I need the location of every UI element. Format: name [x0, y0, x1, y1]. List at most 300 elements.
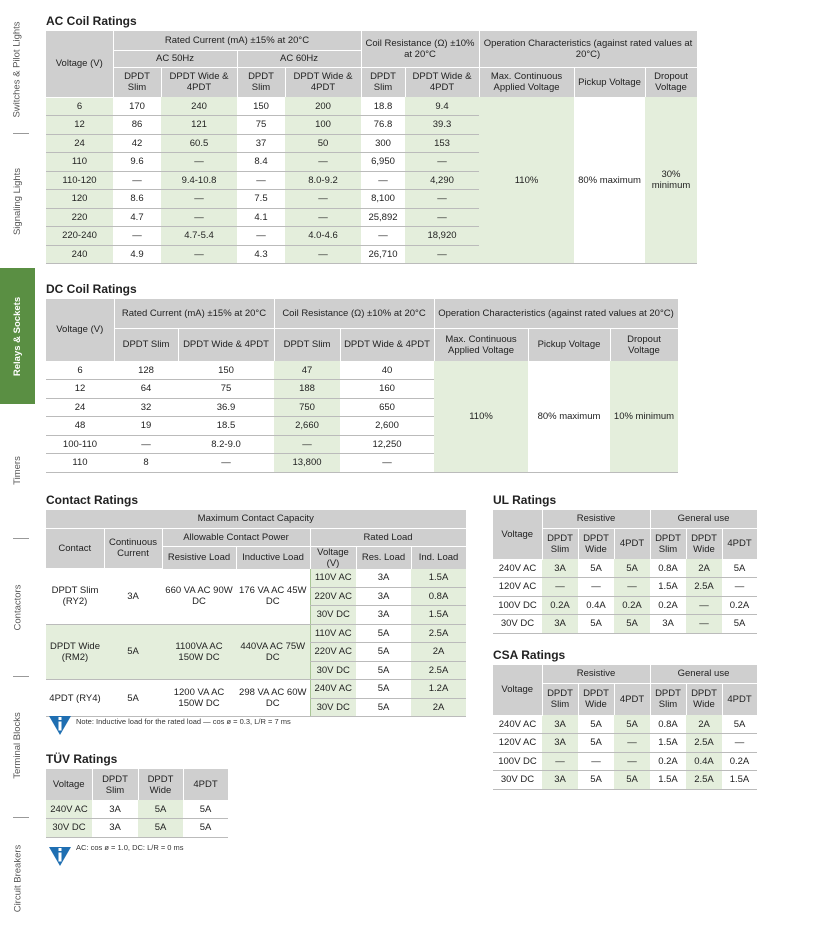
table-cell: 220V AC — [310, 587, 356, 606]
sidebar-item-relays[interactable] — [0, 268, 35, 404]
table-cell: 750 — [274, 398, 340, 417]
ul-resistive-header: Resistive — [542, 510, 650, 528]
table-cell: 5A — [183, 819, 228, 838]
table-cell: — — [614, 734, 650, 753]
col-header: Resistive Load — [162, 546, 236, 569]
table-cell: 2A — [686, 715, 722, 734]
table-cell: 240V AC — [46, 800, 92, 819]
op-max-cell: 110% — [434, 361, 528, 472]
table-cell: 5A — [356, 680, 411, 699]
table-cell: — — [361, 227, 405, 246]
table-cell: 153 — [405, 134, 479, 153]
col-header: Pickup Voltage — [574, 67, 645, 97]
col-header: 4PDT — [722, 683, 757, 715]
table-cell: — — [578, 752, 614, 771]
table-cell: 3A — [542, 615, 578, 634]
table-cell: 5A — [722, 615, 757, 634]
table-cell: — — [722, 578, 757, 597]
table-cell: 0.8A — [650, 559, 686, 578]
table-cell: 0.2A — [614, 596, 650, 615]
table-cell: 2,660 — [274, 417, 340, 436]
table-cell: 120 — [46, 190, 113, 209]
table-cell: 30V DC — [493, 771, 542, 790]
table-cell: 2,600 — [340, 417, 434, 436]
dc-coil-title: DC Coil Ratings — [46, 282, 137, 296]
table-cell: 300 — [361, 134, 405, 153]
contact-current-cell: 3A — [104, 569, 162, 625]
allow-power-header: Allowable Contact Power — [162, 528, 310, 546]
table-cell: 12 — [46, 380, 114, 399]
csa-ratings-title: CSA Ratings — [493, 648, 566, 662]
contact-name-cell: DPDT Slim (RY2) — [46, 569, 104, 625]
table-cell: 4.1 — [237, 208, 285, 227]
table-cell: — — [161, 190, 237, 209]
sidebar-item-signaling[interactable] — [0, 140, 35, 262]
table-cell: 3A — [356, 569, 411, 588]
rated-load-header: Rated Load — [310, 528, 466, 546]
col-header: DPDT Wide — [578, 683, 614, 715]
table-cell: — — [722, 734, 757, 753]
table-cell: 3A — [92, 819, 138, 838]
ac-op-header: Operation Characteristics (against rated values at 20°C) — [479, 31, 697, 67]
col-header: Pickup Voltage — [528, 328, 610, 361]
table-cell: 5A — [578, 771, 614, 790]
contact-header: Contact — [46, 528, 104, 569]
table-cell: 2.5A — [686, 734, 722, 753]
table-cell: 100 — [285, 116, 361, 135]
table-cell: 3A — [92, 800, 138, 819]
ac-50hz-header: AC 50Hz — [113, 50, 237, 67]
csa-general-header: General use — [650, 665, 757, 683]
dc-rated-current-header: Rated Current (mA) ±15% at 20°C — [114, 299, 274, 328]
table-cell: 47 — [274, 361, 340, 380]
table-cell: 48 — [46, 417, 114, 436]
info-icon — [48, 714, 72, 736]
table-cell: 240V AC — [310, 680, 356, 699]
col-header: 4PDT — [183, 769, 228, 800]
table-row — [493, 734, 757, 753]
table-cell: 2.5A — [411, 661, 466, 680]
table-cell: 9.6 — [113, 153, 161, 172]
col-header: DPDT Wide & 4PDT — [405, 67, 479, 97]
table-cell: 110V AC — [310, 569, 356, 588]
ac-rated-current-header: Rated Current (mA) ±15% at 20°C — [113, 31, 361, 50]
table-cell: 0.2A — [722, 752, 757, 771]
col-header: DPDT Slim — [361, 67, 405, 97]
table-cell: 6,950 — [361, 153, 405, 172]
table-cell: 0.2A — [542, 596, 578, 615]
table-row — [46, 361, 678, 380]
sidebar-item-label: Signaling Lights — [12, 167, 24, 235]
table-row — [46, 680, 466, 699]
table-cell: 8 — [114, 454, 178, 473]
table-cell: 121 — [161, 116, 237, 135]
table-cell: 8,100 — [361, 190, 405, 209]
table-cell: 0.8A — [650, 715, 686, 734]
table-cell: — — [542, 578, 578, 597]
table-cell: 75 — [178, 380, 274, 399]
ac-60hz-header: AC 60Hz — [237, 50, 361, 67]
contact-ratings-table — [46, 510, 467, 717]
table-cell: 150 — [237, 97, 285, 116]
table-cell: — — [686, 596, 722, 615]
col-header: DPDT Wide & 4PDT — [178, 328, 274, 361]
table-cell: — — [113, 227, 161, 246]
table-cell: 128 — [114, 361, 178, 380]
dc-voltage-header: Voltage (V) — [46, 299, 114, 361]
col-header: DPDT Wide & 4PDT — [340, 328, 434, 361]
sidebar-item-label: Circuit Breakers — [12, 844, 24, 912]
table-row — [46, 819, 228, 838]
col-header: Voltage (V) — [310, 546, 356, 569]
table-cell: — — [285, 208, 361, 227]
col-header: 4PDT — [722, 528, 757, 559]
max-capacity-header: Maximum Contact Capacity — [46, 510, 466, 528]
table-cell: 100V DC — [493, 752, 542, 771]
col-header: Max. Continuous Applied Voltage — [479, 67, 574, 97]
table-cell: 240V AC — [493, 559, 542, 578]
table-cell: 100-110 — [46, 435, 114, 454]
table-cell: 5A — [578, 615, 614, 634]
table-cell: 12 — [46, 116, 113, 135]
csa-voltage-header: Voltage — [493, 665, 542, 715]
col-header: Max. Continuous Applied Voltage — [434, 328, 528, 361]
table-cell: — — [285, 190, 361, 209]
table-cell: 3A — [542, 715, 578, 734]
table-cell: 8.2-9.0 — [178, 435, 274, 454]
table-cell: 42 — [113, 134, 161, 153]
sidebar-divider — [13, 538, 29, 539]
table-row — [493, 752, 757, 771]
table-cell: 30V DC — [493, 615, 542, 634]
col-header: DPDT Wide — [578, 528, 614, 559]
table-cell: — — [237, 227, 285, 246]
table-cell: 2.5A — [686, 578, 722, 597]
table-cell: 200 — [285, 97, 361, 116]
dc-coil-res-header: Coil Resistance (Ω) ±10% at 20°C — [274, 299, 434, 328]
table-cell: 220 — [46, 208, 113, 227]
csa-resistive-header: Resistive — [542, 665, 650, 683]
table-row — [493, 771, 757, 790]
dc-coil-table — [46, 299, 679, 473]
contact-note: Note: Inductive load for the rated load — cos ø = 0.3, L/R = 7 ms — [76, 717, 291, 726]
table-cell: 110 — [46, 153, 113, 172]
table-cell: 30V DC — [310, 698, 356, 717]
table-cell: 4.7 — [113, 208, 161, 227]
table-cell: — — [614, 752, 650, 771]
table-cell: 110V AC — [310, 624, 356, 643]
table-cell: 9.4 — [405, 97, 479, 116]
table-cell: 36.9 — [178, 398, 274, 417]
table-cell: 5A — [138, 800, 183, 819]
table-cell: 3A — [542, 771, 578, 790]
table-cell: 3A — [356, 606, 411, 625]
table-cell: 86 — [113, 116, 161, 135]
contact-current-cell: 5A — [104, 680, 162, 717]
sidebar-item-switches[interactable] — [0, 8, 35, 130]
table-cell: — — [405, 153, 479, 172]
col-header: DPDT Wide & 4PDT — [161, 67, 237, 97]
table-cell: — — [340, 454, 434, 473]
table-cell: — — [405, 208, 479, 227]
col-header: Ind. Load — [411, 546, 466, 569]
table-cell: — — [161, 245, 237, 264]
table-cell: 37 — [237, 134, 285, 153]
table-row — [46, 800, 228, 819]
col-header: DPDT Slim — [650, 528, 686, 559]
table-cell: 150 — [178, 361, 274, 380]
col-header: DPDT Slim — [650, 683, 686, 715]
col-header: DPDT Wide — [138, 769, 183, 800]
col-header: DPDT Slim — [274, 328, 340, 361]
table-cell: 1.5A — [650, 771, 686, 790]
table-cell: 40 — [340, 361, 434, 380]
cont-current-header: Continuous Current — [104, 528, 162, 569]
table-cell: 6 — [46, 97, 113, 116]
sidebar-item-label: Switches & Pilot Lights — [12, 20, 24, 118]
table-cell: 18.8 — [361, 97, 405, 116]
table-row — [493, 615, 757, 634]
col-header: 4PDT — [614, 528, 650, 559]
table-cell: 4.0-4.6 — [285, 227, 361, 246]
table-cell: 0.8A — [411, 587, 466, 606]
tuv-ratings-table — [46, 769, 229, 838]
table-cell: 19 — [114, 417, 178, 436]
col-header: Inductive Load — [236, 546, 310, 569]
table-cell: 60.5 — [161, 134, 237, 153]
ul-ratings-table — [493, 510, 758, 634]
table-cell: — — [285, 245, 361, 264]
table-cell: — — [114, 435, 178, 454]
table-cell: 220V AC — [310, 643, 356, 662]
col-header: Res. Load — [356, 546, 411, 569]
contact-name-cell: 4PDT (RY4) — [46, 680, 104, 717]
table-cell: 240V AC — [493, 715, 542, 734]
table-cell: — — [405, 245, 479, 264]
table-cell: — — [237, 171, 285, 190]
res-power-cell: 1100VA AC 150W DC — [162, 624, 236, 680]
col-header: DPDT Slim — [114, 328, 178, 361]
table-cell: 64 — [114, 380, 178, 399]
table-cell: 5A — [614, 615, 650, 634]
sidebar-divider — [13, 133, 29, 134]
table-row — [46, 569, 466, 588]
table-row — [46, 97, 697, 116]
table-cell: 3A — [356, 587, 411, 606]
table-cell: 1.2A — [411, 680, 466, 699]
op-pickup-cell: 80% maximum — [528, 361, 610, 472]
table-cell: 75 — [237, 116, 285, 135]
table-cell: — — [578, 578, 614, 597]
table-cell: 24 — [46, 134, 113, 153]
ul-ratings-title: UL Ratings — [493, 493, 557, 507]
col-header: DPDT Slim — [542, 528, 578, 559]
table-cell: 9.4-10.8 — [161, 171, 237, 190]
col-header: DPDT Wide & 4PDT — [285, 67, 361, 97]
ul-voltage-header: Voltage — [493, 510, 542, 559]
table-cell: 3A — [542, 559, 578, 578]
table-cell: 4.7-5.4 — [161, 227, 237, 246]
ul-general-header: General use — [650, 510, 757, 528]
table-cell: — — [161, 208, 237, 227]
sidebar-item-timers[interactable] — [0, 420, 35, 520]
table-cell: 5A — [138, 819, 183, 838]
table-cell: — — [274, 435, 340, 454]
table-cell: 1.5A — [650, 734, 686, 753]
table-cell: 2.5A — [411, 624, 466, 643]
table-cell: 1.5A — [411, 606, 466, 625]
table-cell: 120V AC — [493, 734, 542, 753]
table-cell: 5A — [614, 715, 650, 734]
table-cell: 5A — [722, 559, 757, 578]
sidebar-item-terminal-blocks[interactable] — [0, 680, 35, 810]
table-cell: 100V DC — [493, 596, 542, 615]
table-cell: 30V DC — [46, 819, 92, 838]
table-cell: 188 — [274, 380, 340, 399]
table-cell: 240 — [46, 245, 113, 264]
op-max-cell: 110% — [479, 97, 574, 264]
table-cell: 6 — [46, 361, 114, 380]
table-cell: 1.5A — [650, 578, 686, 597]
table-cell: 5A — [722, 715, 757, 734]
sidebar-item-label: Terminal Blocks — [12, 711, 23, 779]
table-cell: 4,290 — [405, 171, 479, 190]
table-row — [493, 596, 757, 615]
table-cell: 2A — [411, 698, 466, 717]
table-cell: 160 — [340, 380, 434, 399]
col-header: DPDT Slim — [542, 683, 578, 715]
table-cell: 8.4 — [237, 153, 285, 172]
col-header: 4PDT — [614, 683, 650, 715]
table-cell: — — [686, 615, 722, 634]
table-cell: — — [542, 752, 578, 771]
table-cell: 8.6 — [113, 190, 161, 209]
tuv-ratings-title: TÜV Ratings — [46, 752, 118, 766]
ac-voltage-header: Voltage (V) — [46, 31, 113, 97]
table-cell: 5A — [578, 734, 614, 753]
tuv-note: AC: cos ø = 1.0, DC: L/R = 0 ms — [76, 843, 184, 852]
table-cell: 0.2A — [650, 596, 686, 615]
sidebar-divider — [13, 817, 29, 818]
table-cell: 30V DC — [310, 661, 356, 680]
sidebar-item-label: Timers — [11, 455, 23, 485]
table-cell: 240 — [161, 97, 237, 116]
table-cell: 120V AC — [493, 578, 542, 597]
table-cell: 5A — [614, 771, 650, 790]
table-cell: 0.2A — [722, 596, 757, 615]
table-cell: 8.0-9.2 — [285, 171, 361, 190]
col-header: Dropout Voltage — [645, 67, 697, 97]
table-cell: 4.3 — [237, 245, 285, 264]
table-cell: 110-120 — [46, 171, 113, 190]
table-cell: 25,892 — [361, 208, 405, 227]
table-cell: 0.4A — [578, 596, 614, 615]
table-cell: 13,800 — [274, 454, 340, 473]
sidebar-divider — [13, 676, 29, 677]
table-row — [46, 624, 466, 643]
col-header: DPDT Slim — [237, 67, 285, 97]
table-cell: 5A — [356, 624, 411, 643]
table-cell: 5A — [356, 661, 411, 680]
table-cell: 650 — [340, 398, 434, 417]
ind-power-cell: 440VA AC 75W DC — [236, 624, 310, 680]
table-row — [493, 559, 757, 578]
table-cell: — — [178, 454, 274, 473]
table-cell: 5A — [614, 559, 650, 578]
col-header: Dropout Voltage — [610, 328, 678, 361]
table-cell: — — [285, 153, 361, 172]
table-cell: 2.5A — [686, 771, 722, 790]
sidebar-item-label: Relays & Sockets — [12, 296, 23, 376]
table-cell: 7.5 — [237, 190, 285, 209]
table-cell: — — [405, 190, 479, 209]
csa-ratings-table — [493, 665, 758, 790]
col-header: Voltage — [46, 769, 92, 800]
col-header: DPDT Slim — [113, 67, 161, 97]
table-cell: — — [113, 171, 161, 190]
table-cell: 5A — [578, 715, 614, 734]
table-cell: 4.9 — [113, 245, 161, 264]
ac-coil-title: AC Coil Ratings — [46, 14, 137, 28]
table-cell: 39.3 — [405, 116, 479, 135]
info-icon — [48, 845, 72, 867]
ac-coil-table — [46, 31, 698, 264]
table-cell: 50 — [285, 134, 361, 153]
contact-current-cell: 5A — [104, 624, 162, 680]
table-cell: 170 — [113, 97, 161, 116]
contact-name-cell: DPDT Wide (RM2) — [46, 624, 104, 680]
table-cell: — — [614, 578, 650, 597]
res-power-cell: 660 VA AC 90W DC — [162, 569, 236, 625]
table-cell: 3A — [650, 615, 686, 634]
table-cell: 18,920 — [405, 227, 479, 246]
table-cell: 0.2A — [650, 752, 686, 771]
res-power-cell: 1200 VA AC 150W DC — [162, 680, 236, 717]
table-cell: 0.4A — [686, 752, 722, 771]
sidebar-item-contactors[interactable] — [0, 545, 35, 670]
col-header: DPDT Wide — [686, 683, 722, 715]
table-cell: 2A — [411, 643, 466, 662]
sidebar-item-circuit-breakers[interactable] — [0, 822, 35, 934]
table-cell: — — [361, 171, 405, 190]
table-cell: 32 — [114, 398, 178, 417]
col-header: DPDT Slim — [92, 769, 138, 800]
contact-ratings-title: Contact Ratings — [46, 493, 139, 507]
table-cell: 1.5A — [722, 771, 757, 790]
table-cell: 5A — [183, 800, 228, 819]
table-cell: 3A — [542, 734, 578, 753]
ind-power-cell: 298 VA AC 60W DC — [236, 680, 310, 717]
dc-op-header: Operation Characteristics (against rated values at 20°C) — [434, 299, 678, 328]
table-cell: 30V DC — [310, 606, 356, 625]
ac-coil-res-header: Coil Resistance (Ω) ±10% at 20°C — [361, 31, 479, 67]
table-cell: 1.5A — [411, 569, 466, 588]
op-dropout-cell: 10% minimum — [610, 361, 678, 472]
op-pickup-cell: 80% maximum — [574, 97, 645, 264]
table-cell: 2A — [686, 559, 722, 578]
table-cell: 220-240 — [46, 227, 113, 246]
table-cell: 5A — [356, 643, 411, 662]
table-cell: 12,250 — [340, 435, 434, 454]
table-cell: 76.8 — [361, 116, 405, 135]
table-cell: 18.5 — [178, 417, 274, 436]
sidebar-item-label: Contactors — [12, 584, 23, 631]
table-cell: 110 — [46, 454, 114, 473]
table-cell: 5A — [578, 559, 614, 578]
op-dropout-cell: 30% minimum — [645, 97, 697, 264]
table-row — [493, 578, 757, 597]
table-row — [493, 715, 757, 734]
